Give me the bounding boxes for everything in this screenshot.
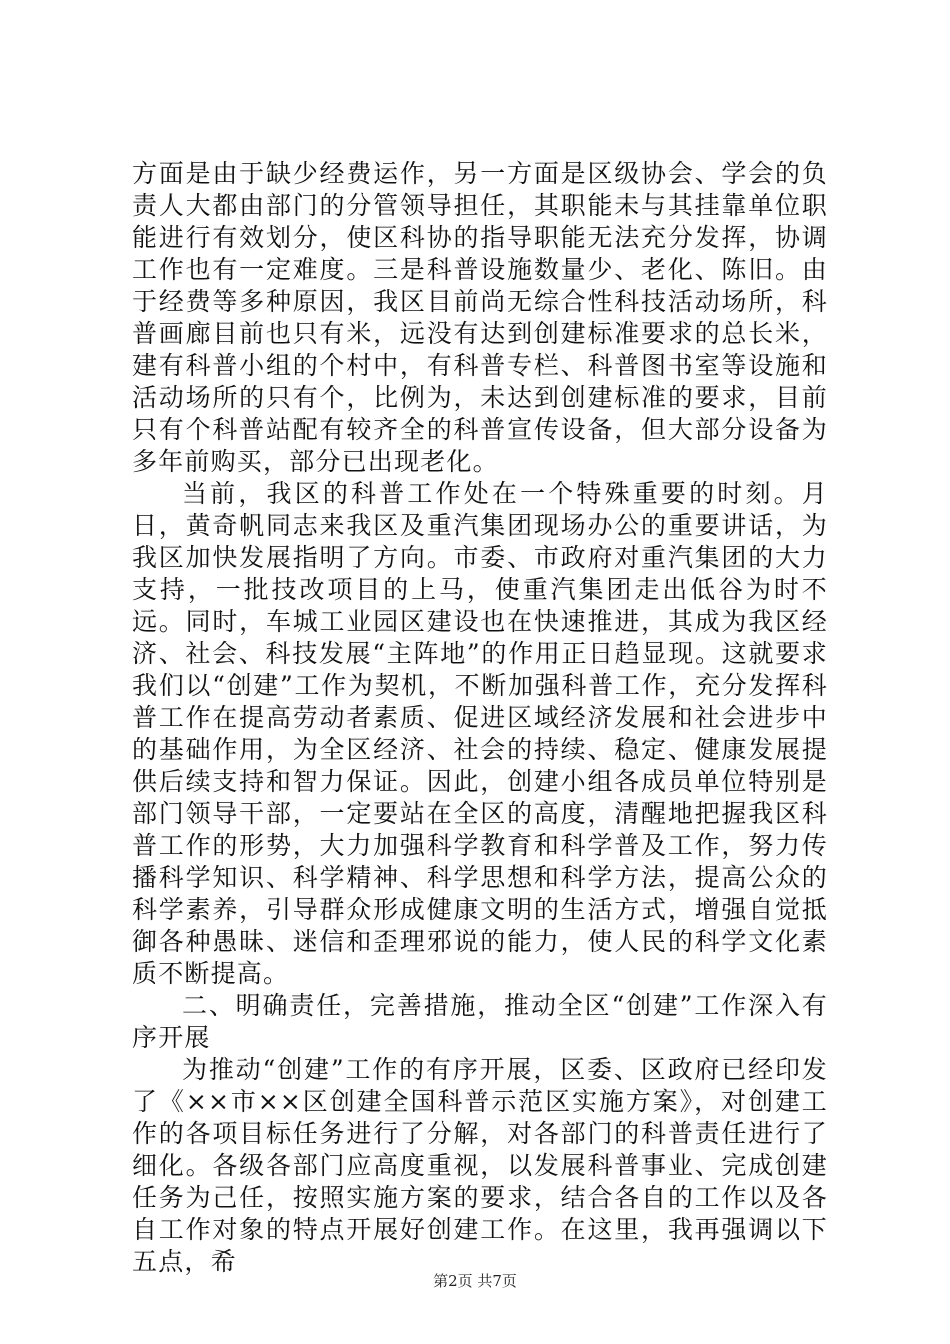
page-footer: 第2页 共7页 — [433, 1272, 517, 1290]
paragraph-current-situation: 当前，我区的科普工作处在一个特殊重要的时刻。月日，黄奇帆同志来我区及重汽集团现场办公的重要讲话，为我区加快发展指明了方向。市委、市政府对重汽集团的大力支持，一批技改项目的上马，使重汽集团走出低谷为时不远。同时，车城工业园区建设也在快速推进，其成为我区经济、社会、科技发展“主阵地”的作用正日趋显现。这就要求我们以“创建”工作为契机，不断加强科普工作，充分发挥科普工作在提高劳动者素质、促进区域经济发展和社会进步中的基础作用，为全区经济、社会的持续、稳定、健康发展提供后续支持和智力保证。因此，创建小组各成员单位特别是部门领导干部，一定要站在全区的高度，清醒地把握我区科普工作的形势，大力加强科学教育和科学普及工作，努力传播科学知识、科学精神、科学思想和科学方法，提高公众的科学素养，引导群众形成健康文明的生活方式，增强自觉抵御各种愚昧、迷信和歪理邪说的能力，使人民的科学文化素质不断提高。 — [132, 479, 828, 988]
document-body — [132, 158, 828, 1278]
paragraph-implementation: 为推动“创建”工作的有序开展，区委、区政府已经印发了《××市××区创建全国科普示范区实施方案》，对创建工作的各项目标任务进行了分解，对各部门的科普责任进行了细化。各级各部门应高度重视，以发展科普事业、完成创建任务为己任，按照实施方案的要求，结合各自的工作以及各自工作对象的特点开展好创建工作。在这里，我再强调以下五点，希 — [132, 1055, 828, 1276]
paragraph-continuation: 方面是由于缺少经费运作，另一方面是区级协会、学会的负责人大都由部门的分管领导担任，其职能未与其挂靠单位职能进行有效划分，使区科协的指导职能无法充分发挥，协调工作也有一定难度。三是科普设施数量少、老化、陈旧。由于经费等多种原因，我区目前尚无综合性科技活动场所，科普画廊目前也只有米，远没有达到创建标准要求的总长米，建有科普小组的个村中，有科普专栏、科普图书室等设施和活动场所的只有个，比例为，未达到创建标准的要求，目前只有个科普站配有较齐全的科普宣传设备，但大部分设备为多年前购买，部分已出现老化。 — [132, 159, 828, 476]
section-heading-two: 二、明确责任，完善措施，推动全区“创建”工作深入有序开展 — [132, 991, 828, 1052]
